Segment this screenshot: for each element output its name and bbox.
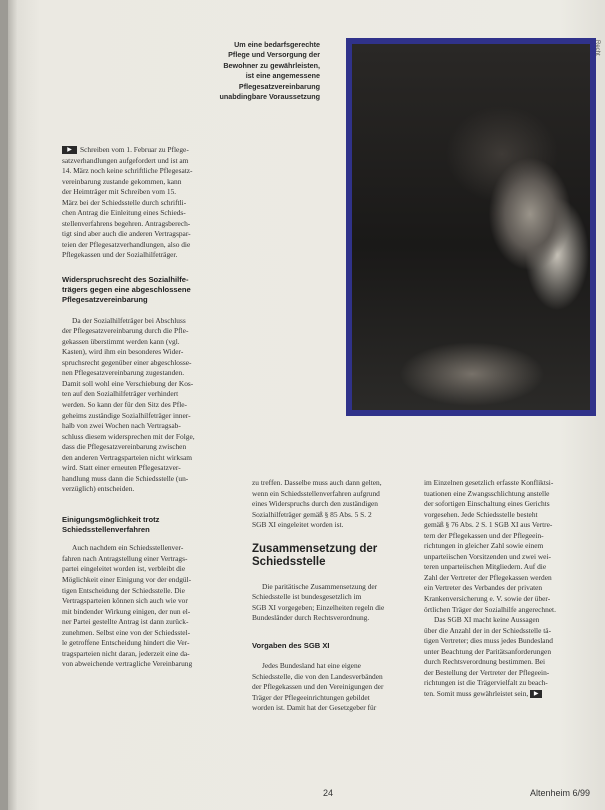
body-line: verzüglich) entscheiden. <box>62 484 135 494</box>
body-line: den anderen Vertragsparteien nicht wirksam <box>62 452 192 462</box>
pull-quote-line: Um eine bedarfsgerechte <box>234 40 320 49</box>
body-line: über die Anzahl der in der Schiedsstelle tä- <box>424 625 552 635</box>
body-line: richtungen in gleicher Zahl sowie einem <box>424 541 544 551</box>
body-line: Die paritätische Zusammensetzung der <box>262 581 378 591</box>
body-line: Vertragsparteien können sich auch wie vor <box>62 596 188 606</box>
pull-quote-line: Bewohner zu gewährleisten, <box>223 60 320 70</box>
body-line: Träger der Pflegeeinrichtungen gebildet <box>252 692 370 702</box>
page-number: 24 <box>323 788 334 798</box>
body-line: geheims zuständige Sozialhilfeträger inner- <box>62 410 191 420</box>
body-line: der Pflegesatzvereinbarung durch die Pfle- <box>62 326 189 336</box>
body-line: vereinbarung zustande gekommen, kann <box>62 176 182 186</box>
body-line: nen Pflegesatzvereinbarung zugestanden. <box>62 368 185 378</box>
body-line: teien der Pflegesatzverhandlungen, also die <box>62 239 191 249</box>
body-line: fahren nach Antragstellung einer Vertrags- <box>62 553 188 563</box>
body-line: örtlichen Träger der Sozialhilfe angerechnet. <box>424 604 556 614</box>
body-line: zu treffen. Dasselbe muss auch dann gelten, <box>252 478 382 487</box>
body-line: der Heimträger mit Schreiben vom 15. <box>62 187 177 197</box>
body-line: durch Rechtsverordnung bestimmen. Bei <box>424 657 546 667</box>
body-line: gekassen überstimmt werden kann (vgl. <box>62 336 180 346</box>
body-line: tuationen eine Zwangsschlichtung anstelle <box>424 488 550 498</box>
body-line: ner Partei gestellte Antrag ist dann zurück- <box>62 617 189 627</box>
body-line: dass die Pflegesatzvereinbarung zwischen <box>62 442 187 452</box>
body-line: Schiedsstelle, die von den Landesverbänden <box>252 671 383 681</box>
section-heading: Schiedsstelle <box>252 556 326 569</box>
body-line: Da der Sozialhilfeträger bei Abschluss <box>72 315 186 325</box>
section-heading: Zusammensetzung der <box>252 542 378 555</box>
column-1 <box>62 145 234 670</box>
body-line: richtungen ist die Trägervielfalt zu beach- <box>424 678 548 688</box>
body-line: SGB XI vorgegeben; Einzelheiten regeln die <box>252 602 385 612</box>
body-line: von abweichende vertragliche Vereinbarung <box>62 659 193 669</box>
pull-quote-line: ist eine angemessene <box>245 71 320 81</box>
body-line: Das SGB XI macht keine Aussagen <box>434 615 540 625</box>
body-line: März bei der Schiedsstelle durch schriftli- <box>62 197 187 207</box>
body-line: unter Beachtung der Paritätsanforderungen <box>424 646 552 656</box>
body-line: zunehmen. Selbst eine von der Schiedsstel- <box>62 627 191 637</box>
pull-quote <box>172 40 320 102</box>
body-line: schluss diesem widersprechen mit der Folge, <box>62 431 195 441</box>
subheading: Widerspruchsrecht des Sozialhilfe- <box>62 275 189 285</box>
body-line: ein Vertreter des Verbandes der privaten <box>424 583 543 593</box>
body-line: wird. Statt einer erneuten Pflegesatzver- <box>62 463 181 473</box>
body-line: der Pflegekassen und den Vereinigungen der <box>252 682 384 692</box>
subheading: Vorgaben des SGB XI <box>252 640 330 650</box>
body-line: ten. Somit muss gewährleistet sein, ▶ <box>424 689 590 700</box>
body-line: unparteiischen Vorsitzenden und zwei wei- <box>424 551 551 561</box>
body-line: der sofortigen Einschaltung eines Gerichts <box>424 499 550 509</box>
body-line: le getroffene Entscheidung hindert die Ver- <box>62 638 190 648</box>
body-line: werden. So kann der für den Sitz des Pfle- <box>62 400 187 409</box>
body-line: wenn ein Schiedsstellenverfahren aufgrund <box>252 488 380 498</box>
subheading: Schiedsstellenverfahren <box>62 525 150 535</box>
body-line: Bundesländer durch Rechtsverordnung. <box>252 613 370 623</box>
section-label: Recht <box>594 40 600 56</box>
pull-quote-line: unabdingbare Voraussetzung <box>219 92 320 102</box>
body-line: Krankenversicherung e. V. sowie der über- <box>424 594 551 604</box>
continue-arrow-icon: ▶ <box>530 690 542 698</box>
body-line: Schiedsstelle ist bundesgesetzlich im <box>252 592 362 602</box>
body-line: tigen Entscheidung der Schiedsstelle. Die <box>62 585 185 595</box>
body-line: gemäß § 76 Abs. 2 S. 1 SGB XI aus Vertre- <box>424 520 553 530</box>
body-line: Jedes Bundesland hat eine eigene <box>262 661 361 671</box>
subheading: Einigungsmöglichkeit trotz <box>62 514 160 524</box>
body-line: 14. März noch keine schriftliche Pflegesatz- <box>62 166 193 176</box>
photo-elderly-person <box>352 44 590 410</box>
gutter-shadow <box>8 0 18 810</box>
subheading: trägers gegen eine abgeschlossene <box>62 285 191 295</box>
body-line: handlung muss dann die Schiedsstelle (un- <box>62 473 189 483</box>
body-line: im Einzelnen gesetzlich erfasste Konfliktsi- <box>424 478 554 487</box>
body-line: Zahl der Vertreter der Pflegekassen werden <box>424 572 552 582</box>
body-line: tigen Vertreter; dies muss jedes Bundesland <box>424 636 553 646</box>
body-line: ten auf den Sozialhilfeträger verhindert <box>62 389 179 399</box>
body-line: der Bestellung der Vertreter der Pflegeein- <box>424 667 550 677</box>
body-line: halb von zwei Wochen nach Vertragsab- <box>62 421 181 431</box>
body-line: Kasten), wird ihm ein besonderes Wider- <box>62 347 184 357</box>
body-line: stellenverfahrens begehren. Antragsberech- <box>62 218 191 228</box>
journal-issue: Altenheim 6/99 <box>530 788 591 798</box>
column-2 <box>252 478 412 714</box>
column-3 <box>424 478 590 699</box>
body-line: tern der Pflegekassen und der Pflegeein- <box>424 530 544 540</box>
body-line: Pflegekassen und der Sozialhilfeträger. <box>62 250 178 260</box>
pull-quote-line: Pflegesatzvereinbarung <box>238 81 320 91</box>
body-line: Sozialhilfeträger gemäß § 85 Abs. 5 S. 2 <box>252 509 372 519</box>
body-line: satzverhandlungen aufgefordert und ist am <box>62 155 189 165</box>
photo-frame <box>346 38 596 416</box>
body-line: mit bindender Wirkung einigen, der nun el- <box>62 606 191 616</box>
body-line: Auch nachdem ein Schiedsstellenver- <box>72 543 184 553</box>
subheading: Pflegesatzvereinbarung <box>62 295 148 305</box>
body-line: ▶ Schreiben vom 1. Februar zu Pflege- <box>62 145 234 156</box>
pull-quote-line: Pflege und Versorgung der <box>228 50 320 60</box>
body-line: chen Antrag die Einleitung eines Schieds- <box>62 208 186 218</box>
body-line: Damit soll wohl eine Verschiebung der Kos- <box>62 378 194 388</box>
page-spine <box>0 0 8 810</box>
body-line: worden ist. Damit hat der Gesetzgeber für <box>252 703 377 713</box>
continuation-marker-icon: ▶ <box>62 146 77 154</box>
body-line: vorgesehen. Jede Schiedsstelle besteht <box>424 509 538 519</box>
body-line: Möglichkeit einer Einigung vor der endgül- <box>62 574 192 584</box>
body-line: tigt sind aber auch die anderen Vertragspar- <box>62 229 191 239</box>
body-line: tragsparteien nicht daran, jederzeit eine da- <box>62 648 190 658</box>
body-line: partei eingeleitet worden ist, verbleibt die <box>62 564 186 574</box>
body-line: teren unparteiischen Mitgliedern. Auf die <box>424 562 547 572</box>
body-line: SGB XI eingeleitet worden ist. <box>252 520 344 530</box>
body-line: eines Widerspruchs durch den zuständigen <box>252 499 378 509</box>
body-line: spruchsrecht gegenüber einer abgeschlosse- <box>62 357 192 367</box>
